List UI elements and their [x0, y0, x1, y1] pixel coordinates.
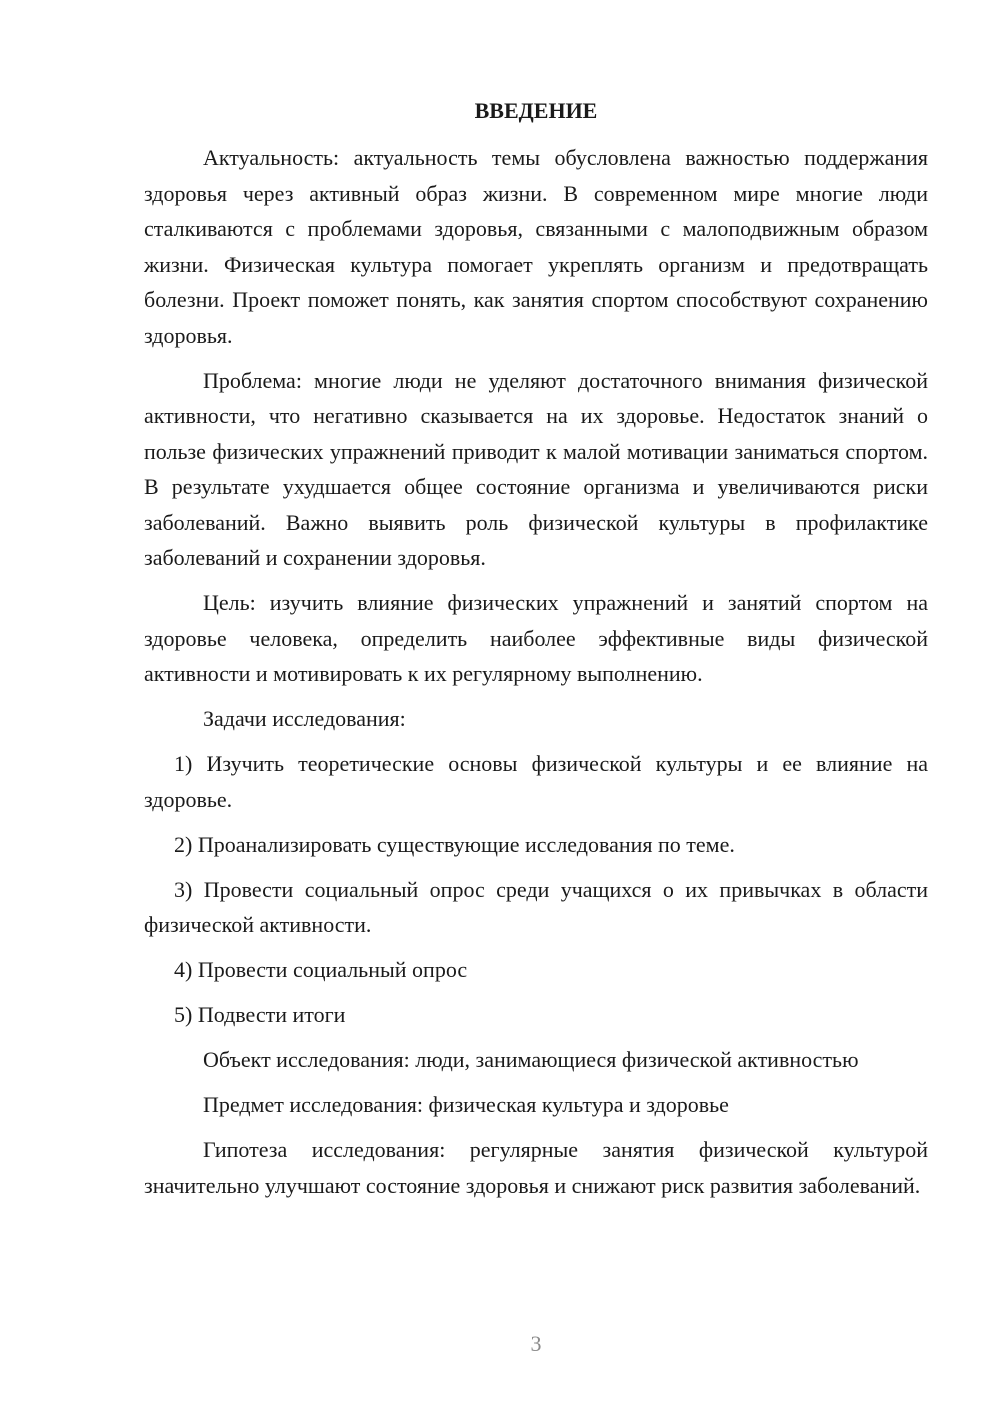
task-item-3: 3) Провести социальный опрос среди учащихся о их привычках в области физической активности. — [144, 876, 928, 937]
paragraph-subject: Предмет исследования: физическая культура и здоровье — [203, 1092, 729, 1117]
page-number: 3 — [530, 1331, 542, 1356]
paragraph-object: Объект исследования: люди, занимающиеся физической активностью — [203, 1047, 859, 1072]
task-item-1: 1) Изучить теоретические основы физической культуры и ее влияние на здоровье. — [144, 751, 928, 812]
task-item-4: 4) Провести социальный опрос — [174, 957, 468, 982]
page-content — [144, 93, 928, 1213]
paragraph-problem: Проблема: многие люди не уделяют достаточного внимания физической активности, что негативно сказывается на их здоровье. Недостаток знаний о пользе физических упражнений приводит к малой мотивации заниматься спортом. В результате ухудшается общее состояние организма и увеличиваются риски заболеваний. Важно выявить роль физической культуры в профилактике заболеваний и сохранении здоровья. — [144, 367, 928, 570]
paragraph-hypothesis: Гипотеза исследования: регулярные занятия физической культурой значительно улучшают состояние здоровья и снижают риск развития заболеваний. — [144, 1137, 928, 1198]
task-item-5: 5) Подвести итоги — [174, 1002, 346, 1027]
section-heading: ВВЕДЕНИЕ — [474, 98, 598, 123]
paragraph-relevance: Актуальность: актуальность темы обусловлена важностью поддержания здоровья через активный образ жизни. В современном мире многие люди сталкиваются с проблемами здоровья, связанными с малоподвижным образом жизни. Физическая культура помогает укреплять организм и предотвращать болезни. Проект поможет понять, как занятия спортом способствуют сохранению здоровья. — [144, 145, 928, 348]
paragraph-goal: Цель: изучить влияние физических упражнений и занятий спортом на здоровье человека, определить наиболее эффективные виды физической активности и мотивировать к их регулярному выполнению. — [144, 590, 928, 686]
task-item-2: 2) Проанализировать существующие исследования по теме. — [174, 831, 735, 857]
tasks-title: Задачи исследования: — [203, 706, 406, 731]
